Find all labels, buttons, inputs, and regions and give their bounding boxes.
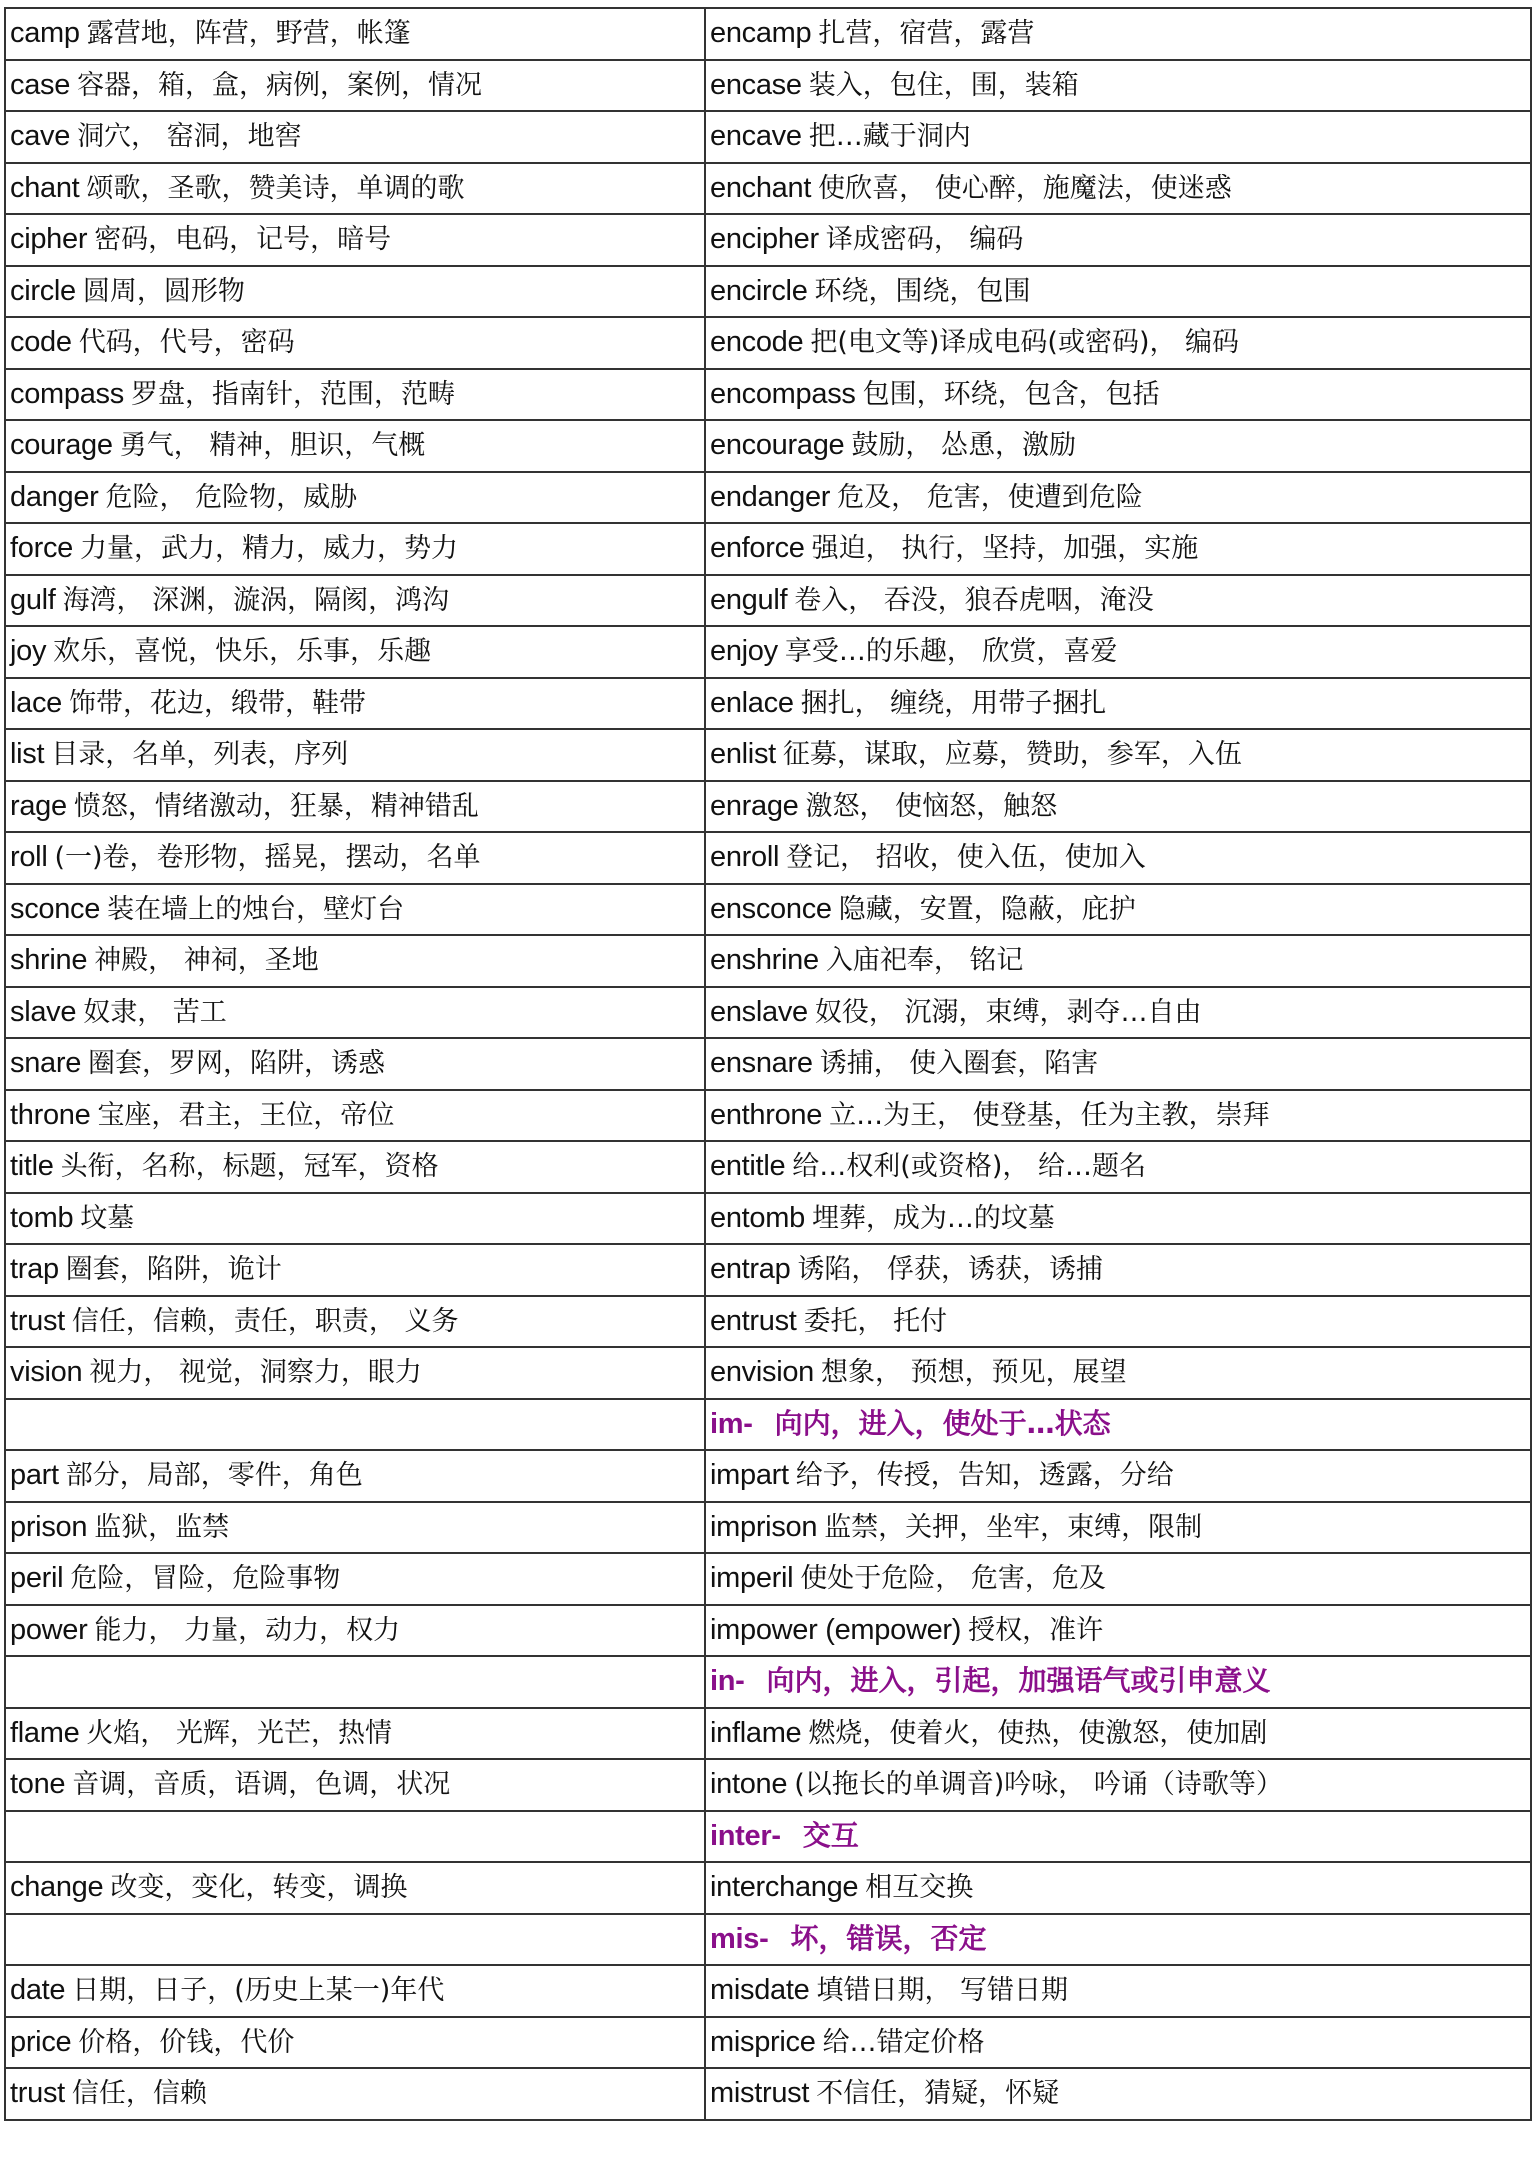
table-row <box>5 60 1531 112</box>
chinese-gloss: 激怒， 使恼怒，触怒 <box>805 790 1058 822</box>
table-row <box>5 1038 1531 1090</box>
derived-word-cell <box>705 1656 1531 1708</box>
root-word-cell <box>5 1605 705 1657</box>
word: title <box>10 1150 54 1183</box>
chinese-gloss: 译成密码， 编码 <box>825 224 1024 256</box>
chinese-gloss: 神殿， 神祠，圣地 <box>94 945 319 977</box>
chinese-gloss: 委托， 托付 <box>803 1305 948 1337</box>
chinese-gloss: 宝座，君主，王位，帝位 <box>97 1099 395 1131</box>
chinese-gloss: 露营地，阵营，野营，帐篷 <box>86 18 411 50</box>
derived-word-cell <box>705 1399 1531 1451</box>
derived-word-cell <box>705 369 1531 421</box>
table-row <box>5 1862 1531 1914</box>
vocabulary-table <box>4 7 1532 2121</box>
chinese-gloss: 征募，谋取，应募，赞助，参军，入伍 <box>782 739 1242 771</box>
prefix-meaning: 向内，进入，引起，加强语气或引申意义 <box>766 1664 1271 1698</box>
chinese-gloss: 监禁，关押，坐牢，束缚，限制 <box>824 1511 1203 1543</box>
word: tone <box>10 1768 66 1801</box>
word: misprice <box>710 2025 816 2058</box>
derived-word-cell <box>705 1090 1531 1142</box>
derived-word-cell <box>705 935 1531 987</box>
derived-word-cell <box>705 317 1531 369</box>
table-row <box>5 575 1531 627</box>
chinese-gloss: 信任，信赖 <box>71 2078 207 2110</box>
table-row <box>5 369 1531 421</box>
root-word-cell <box>5 884 705 936</box>
chinese-gloss: 埋葬，成为…的坟墓 <box>811 1202 1055 1234</box>
prefix-header-row <box>5 1399 1531 1451</box>
derived-word-cell <box>705 472 1531 524</box>
word: enrage <box>710 789 799 822</box>
word: entrap <box>710 1253 791 1286</box>
chinese-gloss: (一)卷，卷形物，摇晃，摆动，名单 <box>54 842 481 874</box>
root-word-cell <box>5 8 705 60</box>
table-row <box>5 1502 1531 1554</box>
table-row <box>5 1141 1531 1193</box>
word: endanger <box>710 480 831 513</box>
table-row <box>5 8 1531 60</box>
word: list <box>10 738 45 771</box>
word: chant <box>10 171 80 204</box>
word: force <box>10 532 73 565</box>
root-word-cell <box>5 626 705 678</box>
chinese-gloss: 力量，武力，精力，威力，势力 <box>79 533 458 565</box>
word: tomb <box>10 1201 74 1234</box>
chinese-gloss: 价格，价钱，代价 <box>78 2026 295 2058</box>
root-word-cell <box>5 987 705 1039</box>
word: shrine <box>10 944 88 977</box>
derived-word-cell <box>705 1811 1531 1863</box>
derived-word-cell <box>705 1965 1531 2017</box>
word: power <box>10 1613 88 1646</box>
root-word-cell <box>5 1656 705 1708</box>
table-row <box>5 935 1531 987</box>
word: encompass <box>710 377 856 410</box>
table-row <box>5 1347 1531 1399</box>
chinese-gloss: 入庙祀奉， 铭记 <box>825 945 1024 977</box>
chinese-gloss: 头衔，名称，标题，冠军，资格 <box>60 1151 439 1183</box>
chinese-gloss: 密码，电码，记号，暗号 <box>94 224 392 256</box>
word: flame <box>10 1716 80 1749</box>
table-row <box>5 729 1531 781</box>
derived-word-cell <box>705 2017 1531 2069</box>
word: encode <box>710 326 804 359</box>
word: entrust <box>710 1304 797 1337</box>
table-row <box>5 987 1531 1039</box>
chinese-gloss: 想象， 预想，预见，展望 <box>821 1357 1127 1389</box>
chinese-gloss: 登记， 招收，使入伍，使加入 <box>786 842 1146 874</box>
prefix-meaning: 坏，错误，否定 <box>790 1921 987 1955</box>
table-row <box>5 214 1531 266</box>
chinese-gloss: 愤怒，情绪激动，狂暴，精神错乱 <box>73 790 479 822</box>
table-row <box>5 420 1531 472</box>
root-word-cell <box>5 1811 705 1863</box>
table-row <box>5 1708 1531 1760</box>
root-word-cell <box>5 1038 705 1090</box>
derived-word-cell <box>705 163 1531 215</box>
word: trust <box>10 2077 65 2110</box>
word: throne <box>10 1098 91 1131</box>
chinese-gloss: 鼓励， 怂恿，激励 <box>851 430 1076 462</box>
word: impart <box>710 1459 789 1492</box>
root-word-cell <box>5 214 705 266</box>
word: intone <box>710 1768 788 1801</box>
prefix-meaning: 交互 <box>802 1818 859 1852</box>
table-row <box>5 1450 1531 1502</box>
derived-word-cell <box>705 8 1531 60</box>
vocabulary-table-body <box>5 8 1531 2120</box>
root-word-cell <box>5 678 705 730</box>
word: prison <box>10 1510 88 1543</box>
word: imperil <box>710 1562 794 1595</box>
table-row <box>5 1244 1531 1296</box>
root-word-cell <box>5 1759 705 1811</box>
word: enshrine <box>710 944 819 977</box>
chinese-gloss: 把…藏于洞内 <box>808 121 971 153</box>
word: enthrone <box>710 1098 823 1131</box>
chinese-gloss: 海湾， 深渊，漩涡，隔阂，鸿沟 <box>62 584 450 616</box>
chinese-gloss: 相互交换 <box>865 1872 974 1904</box>
chinese-gloss: 圈套，陷阱，诡计 <box>65 1254 282 1286</box>
chinese-gloss: 环绕，围绕，包围 <box>814 275 1031 307</box>
derived-word-cell <box>705 1193 1531 1245</box>
word: slave <box>10 995 77 1028</box>
root-word-cell <box>5 1399 705 1451</box>
root-word-cell <box>5 935 705 987</box>
word: lace <box>10 686 62 719</box>
table-row <box>5 781 1531 833</box>
word: encave <box>710 120 802 153</box>
derived-word-cell <box>705 1038 1531 1090</box>
chinese-gloss: 给予，传授，告知，透露，分给 <box>795 1460 1174 1492</box>
word: enforce <box>710 532 805 565</box>
derived-word-cell <box>705 575 1531 627</box>
word: code <box>10 326 72 359</box>
table-row <box>5 266 1531 318</box>
word: enlace <box>710 686 794 719</box>
table-row <box>5 472 1531 524</box>
chinese-gloss: 圆周，圆形物 <box>82 275 245 307</box>
derived-word-cell <box>705 111 1531 163</box>
root-word-cell <box>5 1553 705 1605</box>
root-word-cell <box>5 1914 705 1966</box>
table-row <box>5 523 1531 575</box>
word: snare <box>10 1047 82 1080</box>
chinese-gloss: 日期，日子，(历史上某一)年代 <box>72 1975 445 2007</box>
root-word-cell <box>5 1296 705 1348</box>
chinese-gloss: 勇气， 精神，胆识，气概 <box>119 430 426 462</box>
derived-word-cell <box>705 832 1531 884</box>
chinese-gloss: 给…错定价格 <box>822 2026 985 2058</box>
derived-word-cell <box>705 1244 1531 1296</box>
prefix-label: inter- <box>710 1819 781 1852</box>
word: case <box>10 68 71 101</box>
word: encamp <box>710 17 812 50</box>
chinese-gloss: 装在墙上的烛台，壁灯台 <box>107 893 405 925</box>
root-word-cell <box>5 2017 705 2069</box>
chinese-gloss: 享受…的乐趣， 欣赏，喜爱 <box>784 636 1118 668</box>
root-word-cell <box>5 1141 705 1193</box>
word: peril <box>10 1562 64 1595</box>
table-row <box>5 884 1531 936</box>
chinese-gloss: 卷入， 吞没，狼吞虎咽，淹没 <box>794 584 1154 616</box>
word: joy <box>10 635 47 668</box>
chinese-gloss: 信任，信赖，责任，职责， 义务 <box>71 1305 459 1337</box>
derived-word-cell <box>705 1141 1531 1193</box>
root-word-cell <box>5 832 705 884</box>
word: imprison <box>710 1510 818 1543</box>
root-word-cell <box>5 729 705 781</box>
derived-word-cell <box>705 60 1531 112</box>
chinese-gloss: 坟墓 <box>80 1202 135 1234</box>
root-word-cell <box>5 420 705 472</box>
word: ensconce <box>710 892 832 925</box>
derived-word-cell <box>705 2068 1531 2120</box>
table-row <box>5 163 1531 215</box>
chinese-gloss: 危及， 危害，使遭到危险 <box>837 481 1143 513</box>
chinese-gloss: 监狱，监禁 <box>94 1511 230 1543</box>
chinese-gloss: 部分，局部，零件，角色 <box>65 1460 363 1492</box>
chinese-gloss: 奴隶， 苦工 <box>83 996 227 1028</box>
chinese-gloss: 颂歌，圣歌，赞美诗，单调的歌 <box>86 172 465 204</box>
chinese-gloss: 强迫， 执行，坚持，加强，实施 <box>811 533 1199 565</box>
prefix-header-row <box>5 1811 1531 1863</box>
derived-word-cell <box>705 1862 1531 1914</box>
root-word-cell <box>5 575 705 627</box>
root-word-cell <box>5 1450 705 1502</box>
derived-word-cell <box>705 729 1531 781</box>
table-row <box>5 1965 1531 2017</box>
root-word-cell <box>5 1347 705 1399</box>
word: date <box>10 1974 66 2007</box>
derived-word-cell <box>705 420 1531 472</box>
prefix-header-row <box>5 1656 1531 1708</box>
table-row <box>5 1553 1531 1605</box>
derived-word-cell <box>705 1759 1531 1811</box>
derived-word-cell <box>705 266 1531 318</box>
word: roll <box>10 841 48 874</box>
root-word-cell <box>5 1502 705 1554</box>
root-word-cell <box>5 1965 705 2017</box>
word: trap <box>10 1253 59 1286</box>
root-word-cell <box>5 60 705 112</box>
chinese-gloss: 音调，音质，语调，色调，状况 <box>72 1769 451 1801</box>
chinese-gloss: 罗盘，指南针，范围，范畴 <box>130 378 455 410</box>
chinese-gloss: 装入，包住，围，装箱 <box>808 69 1079 101</box>
chinese-gloss: 改变，变化，转变，调换 <box>110 1872 408 1904</box>
word: encipher <box>710 223 819 256</box>
table-row <box>5 1193 1531 1245</box>
derived-word-cell <box>705 1553 1531 1605</box>
prefix-header-row <box>5 1914 1531 1966</box>
word: encourage <box>710 429 845 462</box>
derived-word-cell <box>705 626 1531 678</box>
chinese-gloss: 洞穴， 窑洞，地窖 <box>77 121 302 153</box>
word: enroll <box>710 841 780 874</box>
word: change <box>10 1871 104 1904</box>
word: rage <box>10 789 67 822</box>
derived-word-cell <box>705 1296 1531 1348</box>
chinese-gloss: 不信任，猜疑，怀疑 <box>816 2078 1060 2110</box>
root-word-cell <box>5 111 705 163</box>
chinese-gloss: 授权，准许 <box>968 1614 1104 1646</box>
prefix-label: mis- <box>710 1922 769 1955</box>
chinese-gloss: 立…为王， 使登基，任为主教，崇拜 <box>829 1099 1270 1131</box>
derived-word-cell <box>705 678 1531 730</box>
word: sconce <box>10 892 101 925</box>
word: enlist <box>710 738 776 771</box>
derived-word-cell <box>705 1914 1531 1966</box>
chinese-gloss: 欢乐，喜悦，快乐，乐事，乐趣 <box>53 636 432 668</box>
table-row <box>5 1759 1531 1811</box>
chinese-gloss: 填错日期， 写错日期 <box>816 1975 1069 2007</box>
word: encase <box>710 68 802 101</box>
table-row <box>5 317 1531 369</box>
chinese-gloss: 捆扎， 缠绕，用带子捆扎 <box>800 687 1107 719</box>
chinese-gloss: 扎营，宿营，露营 <box>818 18 1035 50</box>
chinese-gloss: 圈套，罗网，陷阱，诱惑 <box>88 1048 386 1080</box>
root-word-cell <box>5 1090 705 1142</box>
chinese-gloss: 代码，代号，密码 <box>78 327 295 359</box>
root-word-cell <box>5 369 705 421</box>
word: enjoy <box>710 635 778 668</box>
chinese-gloss: 把(电文等)译成电码(或密码)， 编码 <box>810 327 1240 359</box>
table-row <box>5 1605 1531 1657</box>
root-word-cell <box>5 1708 705 1760</box>
prefix-meaning: 向内，进入，使处于…状态 <box>774 1406 1111 1440</box>
root-word-cell <box>5 317 705 369</box>
root-word-cell <box>5 163 705 215</box>
chinese-gloss: 危险，冒险，危险事物 <box>70 1563 341 1595</box>
chinese-gloss: 容器，箱，盒，病例，案例，情况 <box>77 69 483 101</box>
word: mistrust <box>710 2077 810 2110</box>
chinese-gloss: 使处于危险， 危害，危及 <box>800 1563 1106 1595</box>
derived-word-cell <box>705 1605 1531 1657</box>
derived-word-cell <box>705 987 1531 1039</box>
word: interchange <box>710 1871 859 1904</box>
root-word-cell <box>5 1862 705 1914</box>
chinese-gloss: 诱捕， 使入圈套，陷害 <box>819 1048 1099 1080</box>
word: camp <box>10 17 80 50</box>
prefix-label: im- <box>710 1407 753 1440</box>
table-row <box>5 111 1531 163</box>
word: trust <box>10 1304 65 1337</box>
derived-word-cell <box>705 1708 1531 1760</box>
chinese-gloss: 危险， 危险物，威胁 <box>105 481 358 513</box>
chinese-gloss: 使欣喜， 使心醉，施魔法，使迷惑 <box>818 172 1232 204</box>
derived-word-cell <box>705 781 1531 833</box>
chinese-gloss: 火焰， 光辉，光芒，热情 <box>86 1717 393 1749</box>
chinese-gloss: 奴役， 沉溺，束缚，剥夺…自由 <box>814 996 1202 1028</box>
word: enslave <box>710 995 808 1028</box>
word: vision <box>10 1356 83 1389</box>
derived-word-cell <box>705 884 1531 936</box>
derived-word-cell <box>705 1502 1531 1554</box>
word: inflame <box>710 1716 802 1749</box>
table-row <box>5 2068 1531 2120</box>
table-row <box>5 1090 1531 1142</box>
chinese-gloss: (以拖长的单调音)吟咏， 吟诵（诗歌等） <box>794 1769 1283 1801</box>
root-word-cell <box>5 523 705 575</box>
word: ensnare <box>710 1047 813 1080</box>
chinese-gloss: 能力， 力量，动力，权力 <box>94 1614 401 1646</box>
derived-word-cell <box>705 214 1531 266</box>
root-word-cell <box>5 266 705 318</box>
root-word-cell <box>5 1244 705 1296</box>
word: misdate <box>710 1974 810 2007</box>
table-row <box>5 678 1531 730</box>
word: engulf <box>710 583 788 616</box>
word: compass <box>10 377 124 410</box>
chinese-gloss: 视力， 视觉，洞察力，眼力 <box>89 1357 422 1389</box>
chinese-gloss: 饰带，花边，缎带，鞋带 <box>69 687 366 719</box>
word: gulf <box>10 583 56 616</box>
derived-word-cell <box>705 1450 1531 1502</box>
chinese-gloss: 诱陷， 俘获，诱获，诱捕 <box>797 1254 1104 1286</box>
prefix-label: in- <box>710 1665 745 1698</box>
word: part <box>10 1459 59 1492</box>
table-row <box>5 626 1531 678</box>
word: cave <box>10 120 71 153</box>
word: impower (empower) <box>710 1613 962 1646</box>
derived-word-cell <box>705 1347 1531 1399</box>
word: circle <box>10 274 76 307</box>
word: entomb <box>710 1201 805 1234</box>
word: entitle <box>710 1150 786 1183</box>
root-word-cell <box>5 472 705 524</box>
chinese-gloss: 燃烧，使着火，使热，使激怒，使加剧 <box>808 1717 1268 1749</box>
table-row <box>5 2017 1531 2069</box>
chinese-gloss: 给…权利(或资格)， 给…题名 <box>792 1151 1146 1183</box>
word: price <box>10 2025 72 2058</box>
derived-word-cell <box>705 523 1531 575</box>
chinese-gloss: 目录，名单，列表，序列 <box>51 739 349 771</box>
chinese-gloss: 隐藏，安置，隐蔽，庇护 <box>838 893 1136 925</box>
table-row <box>5 1296 1531 1348</box>
root-word-cell <box>5 781 705 833</box>
word: envision <box>710 1356 814 1389</box>
root-word-cell <box>5 1193 705 1245</box>
word: enchant <box>710 171 812 204</box>
table-row <box>5 832 1531 884</box>
chinese-gloss: 包围，环绕，包含，包括 <box>862 378 1160 410</box>
word: encircle <box>710 274 808 307</box>
root-word-cell <box>5 2068 705 2120</box>
word: courage <box>10 429 113 462</box>
word: cipher <box>10 223 88 256</box>
word: danger <box>10 480 99 513</box>
